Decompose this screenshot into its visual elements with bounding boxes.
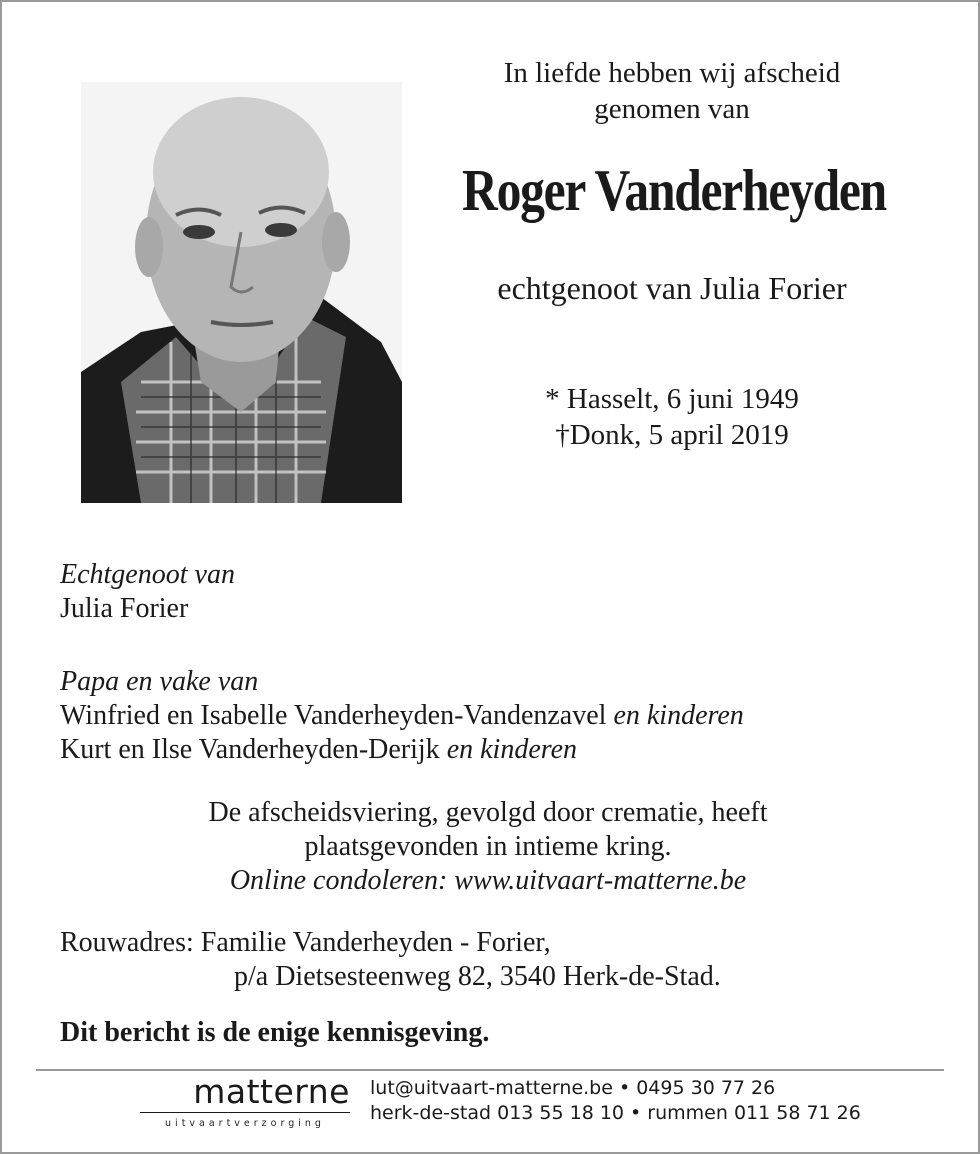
final-notice: Dit bericht is de enige kennisgeving. [60, 1017, 490, 1048]
portrait-photo [81, 82, 402, 503]
spouse-name: Julia Forier [60, 593, 189, 624]
child-suffix: en kinderen [613, 700, 744, 731]
footer-divider [36, 1069, 944, 1071]
address-line-1: Rouwadres: Familie Vanderheyden - Forier, [60, 927, 551, 958]
child-entry [60, 699, 744, 733]
contact-line-2: herk-de-stad 013 55 18 10 • rummen 011 58 71 26 [370, 1102, 861, 1124]
child-names: Winfried en Isabelle Vanderheyden-Vandenzavel [60, 700, 607, 731]
intro-text [430, 55, 914, 127]
ceremony-section [60, 796, 916, 898]
spouse-section [60, 558, 235, 626]
logo-underline [140, 1112, 350, 1113]
birth-date: * Hasselt, 6 juni 1949 [545, 383, 799, 415]
death-date: †Donk, 5 april 2019 [555, 419, 789, 451]
deceased-name: Roger Vanderheyden [462, 157, 886, 223]
matterne-logo [140, 1072, 350, 1132]
logo-subtitle: uitvaartverzorging [165, 1118, 325, 1129]
children-heading: Papa en vake van [60, 666, 259, 697]
child-names: Kurt en Ilse Vanderheyden-Derijk [60, 734, 440, 765]
spouse-heading: Echtgenoot van [60, 559, 235, 590]
ceremony-line-1: De afscheidsviering, gevolgd door crematie, heeft [208, 797, 768, 828]
life-dates [430, 381, 914, 453]
footer-contact [370, 1076, 861, 1126]
intro-line-1: In liefde hebben wij afscheid [503, 57, 841, 89]
address-line-2: p/a Dietsesteenweg 82, 3540 Herk-de-Stad. [234, 961, 721, 992]
logo-wordmark: matterne [193, 1072, 350, 1111]
child-suffix: en kinderen [446, 734, 578, 765]
children-section [60, 665, 744, 767]
ceremony-line-2: plaatsgevonden in intieme kring. [304, 831, 672, 862]
online-condolence-link[interactable]: Online condoleren: www.uitvaart-matterne.be [229, 865, 747, 896]
spouse-line: echtgenoot van Julia Forier [497, 270, 847, 306]
intro-line-2: genomen van [594, 93, 750, 125]
address-section [60, 926, 721, 994]
contact-line-1: lut@uitvaart-matterne.be • 0495 30 77 26 [370, 1077, 776, 1099]
child-entry [60, 733, 744, 767]
